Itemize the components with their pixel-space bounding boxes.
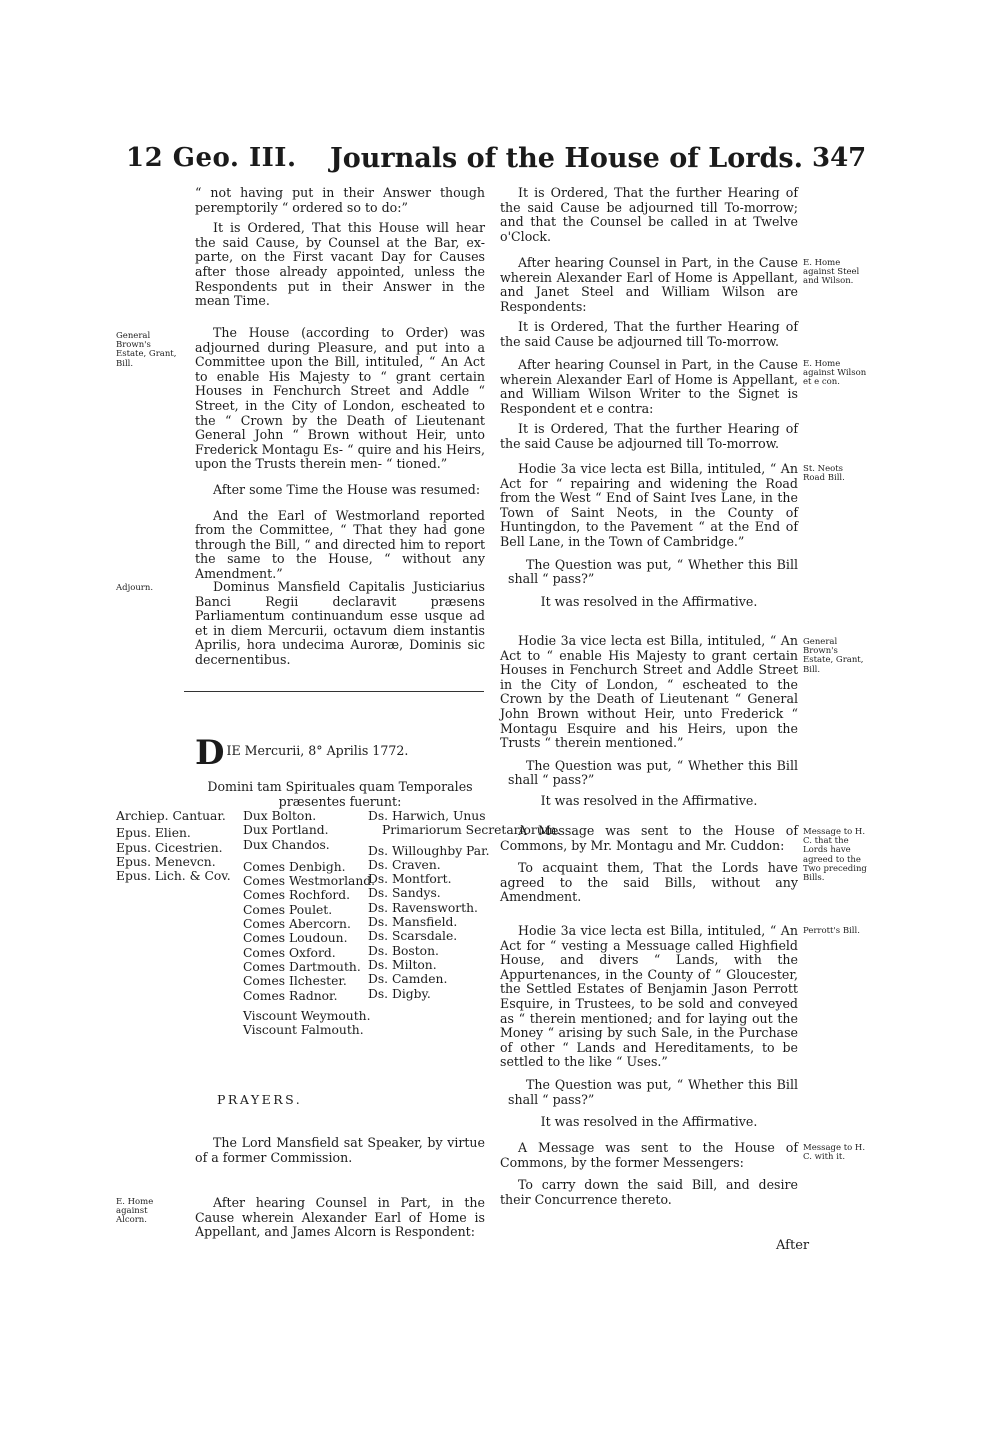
right-column-6	[500, 824, 798, 905]
member-entry: Ds. Willoughby Par.	[368, 843, 490, 858]
member-entry: Comes Loudoun.	[243, 931, 348, 946]
right-para-6: Hodie 3a vice lecta est Billa, intituled, “ An Act for “ repairing and widening the Road from the West “ End of Saint Ives Lane, in the Town of Saint Neots, in the County of Huntingdon, to the Pavement “ at the End of Bell Lane, in the Town of Cambridge.”	[500, 461, 798, 549]
member-entry: Comes Rochford.	[243, 888, 351, 903]
right-para-5: It is Ordered, That the further Hearing of the said Cause be adjourned till To-morrow.	[500, 421, 798, 451]
member-entry: Ds. Craven.	[368, 857, 441, 872]
right-para-2: After hearing Counsel in Part, in the Cause wherein Alexander Earl of Home is Appellant, and Janet Steel and William Wilson are Respondents:	[500, 255, 798, 314]
margin-general-brown-left: General Brown's Estate, Grant, Bill.	[116, 331, 177, 369]
catchword: After	[776, 1238, 810, 1253]
member-entry: Comes Radnor.	[243, 988, 338, 1003]
date-heading	[195, 733, 485, 773]
member-entry: Ds. Sandys.	[368, 886, 441, 901]
right-para-8: A Message was sent to the House of Commons, by Mr. Montagu and Mr. Cuddon:	[500, 823, 798, 853]
right-column-3	[500, 358, 798, 452]
members-dukes-earls	[243, 809, 375, 1037]
members-spiritual	[116, 809, 231, 883]
right-column-8	[500, 1141, 798, 1207]
member-entry: Dux Chandos.	[243, 837, 330, 852]
member-entry: Epus. Elien.	[116, 826, 191, 841]
margin-home-wilson: E. Home against Wilson et e con.	[803, 359, 867, 388]
left-para-1: “ not having put in their Answer though peremptorily “ ordered so to do:”	[195, 185, 485, 215]
member-entry: Comes Westmorland.	[243, 874, 376, 889]
margin-message-with: Message to H. C. with it.	[803, 1143, 866, 1163]
left-para-4: After some Time the House was resumed:	[213, 481, 481, 497]
page-number: 347	[812, 143, 867, 173]
member-entry: Comes Abercorn.	[243, 917, 351, 932]
right-para-3: It is Ordered, That the further Hearing of the said Cause be adjourned till To-morrow.	[500, 319, 798, 349]
margin-home-steel: E. Home against Steel and Wilson.	[803, 258, 860, 287]
right-para-4: After hearing Counsel in Part, in the Cause wherein Alexander Earl of Home is Appellant, and William Wilson Writer to the Signet is Respondent et e contra:	[500, 357, 798, 416]
date-dropcap: D	[195, 733, 225, 773]
left-para-6: Dominus Mansfield Capitalis Justiciarius Banci Regii declaravit præsens Parliamentum continuandum esse usque ad et in diem Mercurii, octavum diem instantis Aprilis, hora undecima Auroræ, Dominis sic decernentibus.	[195, 579, 485, 667]
member-entry: Epus. Menevcn.	[116, 854, 216, 869]
member-entry: Comes Dartmouth.	[243, 959, 361, 974]
margin-general-brown-right: General Brown's Estate, Grant, Bill.	[803, 637, 864, 675]
member-entry: Ds. Montfort.	[368, 872, 452, 887]
member-entry: Ds. Scarsdale.	[368, 929, 458, 944]
member-entry: Ds. Harwich, Unus	[368, 809, 486, 823]
right-para-7: Hodie 3a vice lecta est Billa, intituled, “ An Act to “ enable His Majesty to grant certain Houses in Fenchurch Street and Addle Street in the City of London, “ escheated to the Crown by the Death of Lieutenant “ General John Brown without Heir, unto Frederick “ Montagu Esquire and his Heirs, upon the Trusts “ therein mentioned.”	[500, 633, 798, 751]
member-entry: Epus. Cicestrien.	[116, 840, 223, 855]
member-entry: Epus. Lich. & Cov.	[116, 869, 231, 884]
date-line: IE Mercurii, 8° Aprilis 1772.	[226, 743, 409, 758]
member-entry: Ds. Camden.	[368, 972, 448, 987]
left-column-committee	[195, 326, 485, 582]
question-2: The Question was put, “ Whether this Bill shall “ pass?”	[508, 757, 798, 788]
member-entry: Comes Denbigh.	[243, 859, 346, 874]
question-1: The Question was put, “ Whether this Bill shall “ pass?”	[508, 556, 798, 587]
right-column-7	[500, 924, 798, 1130]
member-entry: Comes Oxford.	[243, 945, 336, 960]
left-para-3: The House (according to Order) was adjourned during Pleasure, and put into a Committee upon the Bill, intituled, “ An Act to enable His Majesty to “ grant certain Houses in Fenchurch Street and Addle “ Street, in the City of London, escheated to the “ Crown by the Death of Lieutenant General John “ Brown without Heir, unto Frederick Montagu Es- “ quire and his Heirs, upon the Trusts therein men- “ tioned.”	[195, 325, 485, 472]
right-column-1	[500, 186, 798, 244]
member-entry: Dux Bolton.	[243, 809, 317, 823]
present-line-text: Domini tam Spirituales quam Temporales præsentes fuerunt:	[207, 779, 473, 809]
member-entry: Ds. Ravensworth.	[368, 900, 478, 915]
speaker-text: The Lord Mansfield sat Speaker, by virtue of a former Commission.	[195, 1135, 485, 1165]
section-divider	[184, 691, 484, 692]
member-entry: Comes Poulet.	[243, 902, 333, 917]
right-column-2	[500, 256, 798, 350]
right-para-12: To carry down the said Bill, and desire their Concurrence thereto.	[500, 1177, 798, 1207]
journal-title: Journals of the House of Lords.	[330, 143, 803, 174]
member-entry: Viscount Weymouth.	[243, 1008, 371, 1023]
left-column-adjourn	[195, 580, 485, 668]
margin-perrotts: Perrott's Bill.	[803, 926, 860, 936]
regnal-year: 12 Geo. III.	[126, 143, 297, 173]
margin-st-neots: St. Neots Road Bill.	[803, 464, 845, 484]
member-entry: Comes Ilchester.	[243, 974, 347, 989]
member-entry: Viscount Falmouth.	[243, 1023, 364, 1038]
member-entry: Ds. Boston.	[368, 943, 439, 958]
right-para-10: Hodie 3a vice lecta est Billa, intituled, “ An Act for “ vesting a Messuage called Highfield House, and divers “ Lands, with the Appurtenances, in the County of “ Gloucester, the Settled Estates of Benjamin Jason Perrott Esquire, in Trustees, to be sold and conveyed as “ therein mentioned; and for laying out the Money “ arising by such Sale, in the Purchase of other “ Lands and Hereditaments, to be settled to the like “ Uses.”	[500, 923, 798, 1070]
right-para-11: A Message was sent to the House of Commons, by the former Messengers:	[500, 1140, 798, 1170]
question-3: The Question was put, “ Whether this Bill shall “ pass?”	[508, 1076, 798, 1107]
present-line	[195, 780, 485, 809]
right-column-4	[500, 462, 798, 609]
margin-adjourn: Adjourn.	[116, 583, 154, 593]
left-para-2: It is Ordered, That this House will hear the said Cause, by Counsel at the Bar, ex-parte, on the First vacant Day for Causes after those already appointed, unless the Respondents put in their Answer in the mean Time.	[195, 220, 485, 309]
left-para-5: And the Earl of Westmorland reported from the Committee, “ That they had gone through the Bill, “ and directed him to report the same to the House, “ without any Amendment.”	[195, 507, 485, 581]
member-entry: Primariorum Secretariorum.	[382, 823, 561, 838]
member-entry: Ds. Digby.	[368, 986, 431, 1001]
answer-1: It was resolved in the Affirmative.	[540, 593, 758, 609]
right-para-1: It is Ordered, That the further Hearing of the said Cause be adjourned till To-morrow; and that the Counsel be called in at Twelve o'Clock.	[500, 185, 798, 244]
answer-2: It was resolved in the Affirmative.	[540, 792, 758, 808]
margin-message-commons: Message to H. C. that the Lords have agreed to the Two preceding Bills.	[803, 827, 867, 884]
right-para-9: To acquaint them, That the Lords have agreed to the said Bills, without any Amendment.	[500, 860, 798, 905]
prayers-heading: PRAYERS.	[217, 1092, 303, 1107]
margin-home-alcorn: E. Home against Alcorn.	[116, 1197, 154, 1226]
member-entry: Ds. Mansfield.	[368, 915, 458, 930]
speaker-para	[195, 1136, 485, 1165]
home-alcorn-text: After hearing Counsel in Part, in the Cause wherein Alexander Earl of Home is Appellant, and James Alcorn is Respondent:	[195, 1195, 485, 1240]
right-column-5	[500, 634, 798, 809]
member-entry: Ds. Milton.	[368, 957, 437, 972]
answer-3: It was resolved in the Affirmative.	[540, 1114, 758, 1130]
home-alcorn-para	[195, 1196, 485, 1240]
member-entry: Dux Portland.	[243, 823, 329, 838]
left-column-top	[195, 186, 485, 309]
member-entry: Archiep. Cantuar.	[116, 809, 226, 823]
